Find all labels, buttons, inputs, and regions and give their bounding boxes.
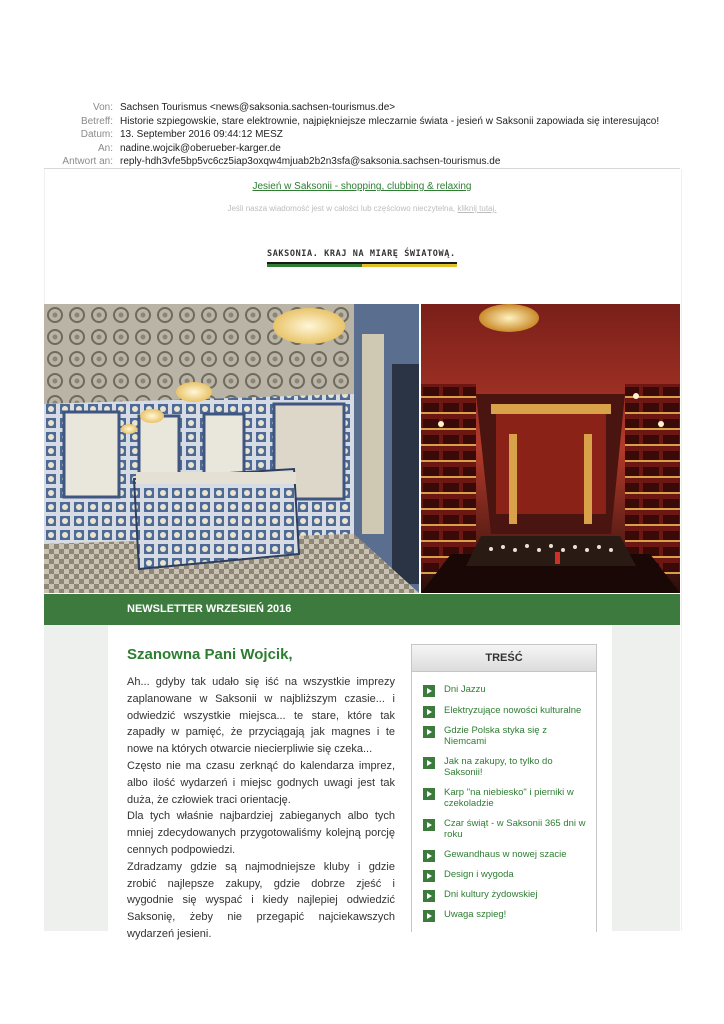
arrow-right-icon [423, 788, 435, 800]
dairy-interior-photo [44, 304, 419, 593]
toc-item[interactable] [412, 869, 596, 880]
intro-paragraph: Zdradzamy gdzie są najmodniejsze kluby i gdzie zrobić najlepsze zakupy, gdzie dobrze zjeść i wygodnie się wyspać i kiedy najlepiej odwiedzić Saksonię, żeby nie przegapić najciekawszych wydarzeń jesieni. [127, 860, 395, 940]
header-date [0, 128, 724, 142]
arrow-right-icon [423, 890, 435, 902]
toc-item[interactable] [412, 756, 596, 778]
toc-item[interactable] [412, 787, 596, 809]
header-reply-to-value[interactable]: reply-hdh3vfe5bp5vc6cz5iap3oxqw4mjuab2b2n3sfa@saksonia.sachsen-tourismus.de [120, 156, 501, 167]
header-to-value[interactable]: nadine.wojcik@oberueber-karger.de [120, 142, 281, 154]
header-date-key: Datum: [80, 129, 113, 140]
arrow-right-icon [423, 685, 435, 697]
intro-paragraph: Ah... gdyby tak udało się iść na wszystkie imprezy zaplanowane w Saksonii w najbliższym czasie... i odwiedzić wszystkie miejsca... te stare, które tak zapadły w pamięć, że przyciągają jak magnes i te nowe na których otwarcie niecierpliwie się czeka... [127, 676, 395, 756]
arrow-right-icon [423, 850, 435, 862]
toc-item[interactable] [412, 849, 596, 860]
toc-item-label: Dni Jazzu [444, 684, 486, 695]
toc-item[interactable] [412, 684, 596, 695]
header-reply-to-key: Antwort an: [62, 156, 113, 167]
toc-item[interactable] [412, 818, 596, 840]
arrow-right-icon [423, 757, 435, 769]
arrow-right-icon [423, 819, 435, 831]
notice-text: Jeśli nasza wiadomość jest w całości lub częściowo nieczytelna, [227, 204, 456, 213]
header-subject-value: Historie szpiegowskie, stare elektrownie, najpiękniejsze mleczarnie świata - jesień w Saksonii zapowiada się interesująco! [120, 115, 660, 127]
logo-color-bars [267, 262, 457, 267]
toc-item-label: Dni kultury żydowskiej [444, 889, 538, 900]
header-from-value[interactable]: Sachsen Tourismus <news@saksonia.sachsen-tourismus.de> [120, 102, 396, 113]
toc-item[interactable] [412, 889, 596, 900]
intro-paragraph: Często nie ma czasu zerknąć do kalendarza imprez, albo ilość wydarzeń i miejsc godnych uwagi jest tak duża, że człowiek traci orientację. [127, 759, 395, 806]
saksonia-logo[interactable] [267, 249, 457, 269]
intro-text [127, 674, 395, 943]
header-from-key: Von: [92, 102, 113, 113]
concert-hall-photo [421, 304, 680, 593]
toc-item-label: Elektryzujące nowości kulturalne [444, 705, 582, 716]
click-here-link[interactable]: kliknij tutaj. [457, 204, 497, 213]
header-from [0, 101, 724, 115]
newsletter-banner [44, 594, 680, 625]
intro-paragraph: Dla tych właśnie najbardziej zabieganych albo tych mniej zdecydowanych przygotowaliśmy kolejną porcję cennych podpowiedzi. [127, 810, 395, 856]
toc-item[interactable] [412, 705, 596, 716]
banner-title: NEWSLETTER WRZESIEŃ 2016 [127, 603, 292, 615]
header-subject-key: Betreff: [80, 115, 113, 127]
toc-item[interactable] [412, 725, 596, 747]
toc-item-label: Gdzie Polska styka się z Niemcami [444, 725, 547, 747]
arrow-right-icon [423, 910, 435, 922]
arrow-right-icon [423, 706, 435, 718]
header-date-value: 13. September 2016 09:44:12 MESZ [120, 129, 283, 140]
top-headline-link[interactable]: Jesień w Saksonii - shopping, clubbing & relaxing [252, 181, 472, 192]
readability-notice [0, 204, 724, 213]
logo-text: SAKSONIA. KRAJ NA MIARĘ ŚWIATOWĄ. [267, 249, 456, 259]
toc-item-label: Czar świąt - w Saksonii 365 dni w roku [444, 818, 586, 840]
toc-item-label: Jak na zakupy, to tylko do Saksonii! [444, 756, 553, 778]
greeting-heading: Szanowna Pani Wojcik, [127, 646, 293, 663]
toc-item-label: Gewandhaus w nowej szacie [444, 849, 567, 860]
toc-list [412, 672, 596, 920]
toc-title: TREŚĆ [412, 645, 596, 672]
header-to-key: An: [97, 142, 113, 154]
toc-item-label: Uwaga szpieg! [444, 909, 507, 920]
arrow-right-icon [423, 870, 435, 882]
header-to [0, 142, 724, 156]
table-of-contents [411, 644, 597, 932]
header-subject [0, 115, 724, 129]
toc-item[interactable] [412, 909, 596, 920]
email-header [0, 101, 724, 169]
header-reply-to [0, 155, 724, 169]
arrow-right-icon [423, 726, 435, 738]
toc-item-label: Karp "na niebiesko" i pierniki w czekoladzie [444, 787, 574, 809]
toc-item-label: Design i wygoda [444, 869, 514, 880]
